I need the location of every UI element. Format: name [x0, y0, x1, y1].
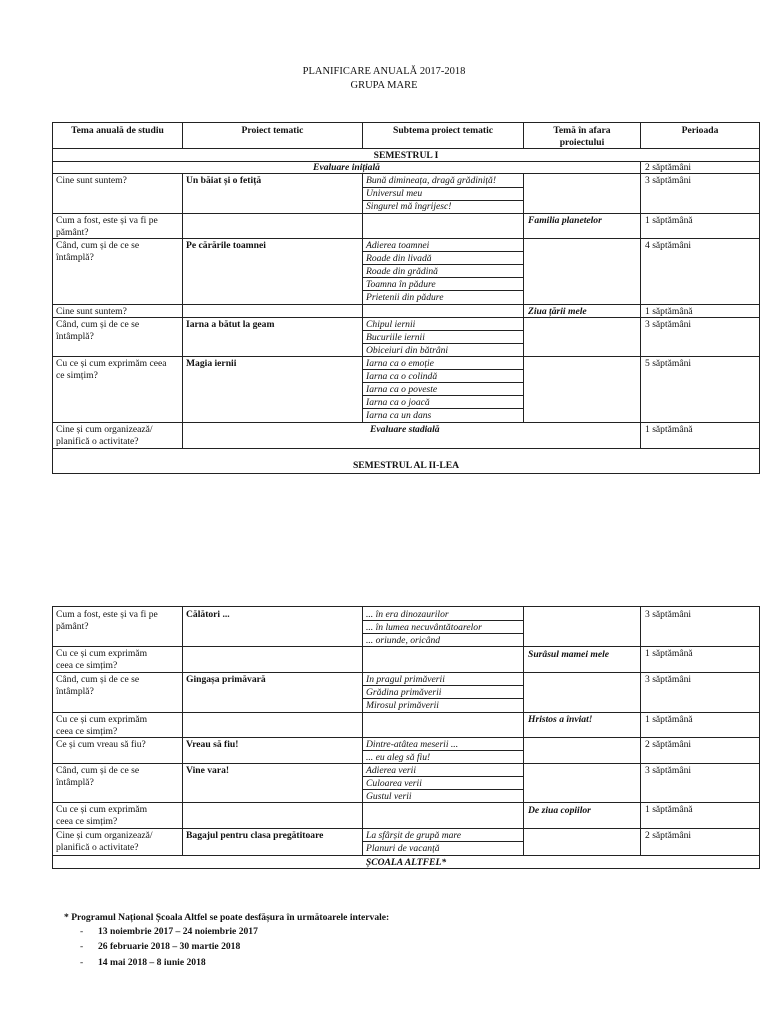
semester-1-label: SEMESTRUL I [373, 150, 439, 161]
proiect: Gingașa primăvară [186, 674, 266, 685]
subtema: Chipul iernii [366, 319, 416, 330]
tema: Cum a fost, este și va fi pe pământ? [56, 215, 158, 238]
subtema: Iarna ca o poveste [366, 384, 438, 395]
footnote-interval: 13 noiembrie 2017 – 24 noiembrie 2017 [98, 926, 258, 937]
period: 3 săptămâni [645, 674, 692, 685]
tema-afara: De ziua copiilor [528, 805, 591, 816]
tema: Cu ce și cum exprimăm ceea ce simțim? [56, 648, 148, 671]
subtema: Bună dimineața, dragă grădiniță! [366, 175, 497, 186]
period: 3 săptămâni [645, 765, 692, 776]
tema: Cu ce și cum exprimăm ceea ce simțim? [56, 804, 148, 827]
subtema: Grădina primăverii [366, 687, 442, 698]
period: 3 săptămâni [645, 609, 692, 620]
tema-afara: Surâsul mamei mele [528, 649, 610, 660]
header-tema: Tema anuală de studiu [71, 125, 164, 136]
period: 5 săptămâni [645, 358, 692, 369]
proiect: Magia iernii [186, 358, 237, 369]
subtema: Adierea toamnei [366, 240, 430, 251]
tema-afara: Ziua țării mele [528, 306, 587, 317]
subtema: ... oriunde, oricând [366, 635, 441, 646]
tema: Cu ce și cum exprimăm ceea ce simțim? [56, 714, 148, 737]
subtema: Dintre-atâtea meserii ... [366, 739, 459, 750]
page-subtitle: GRUPA MARE [350, 80, 418, 91]
subtema: Bucuriile iernii [366, 332, 425, 343]
period: 1 săptămână [645, 424, 693, 435]
proiect: Vreau să fiu! [186, 739, 239, 750]
subtema: Planuri de vacanță [366, 843, 440, 854]
subtema: ... în era dinozaurilor [366, 609, 449, 620]
page-title: PLANIFICARE ANUALĂ 2017-2018 [302, 66, 466, 77]
period: 2 săptămâni [645, 162, 692, 173]
period: 3 săptămâni [645, 175, 692, 186]
period: 1 săptămână [645, 306, 693, 317]
period: 1 săptămână [645, 714, 693, 725]
footnote-bullet: - [80, 957, 84, 968]
proiect: Iarna a bătut la geam [186, 319, 275, 330]
footnote-bullet: - [80, 926, 84, 937]
scoala-altfel-label: ȘCOALA ALTFEL* [365, 857, 447, 868]
proiect: Un băiat și o fetiță [186, 175, 262, 186]
footnote-interval: 14 mai 2018 – 8 iunie 2018 [98, 957, 206, 968]
proiect: Călători ... [186, 609, 230, 620]
stage-evaluation: Evaluare stadială [370, 424, 440, 435]
semester-2-label: SEMESTRUL AL II-LEA [352, 460, 460, 471]
footnote-bullet: - [80, 941, 84, 952]
initial-evaluation: Evaluare inițială [313, 162, 380, 173]
tema: Cine sunt suntem? [56, 306, 127, 317]
period: 4 săptămâni [645, 240, 692, 251]
subtema: Iarna ca o joacă [366, 397, 430, 408]
subtema: ... eu aleg să fiu! [366, 752, 431, 763]
subtema: Iarna ca o colindă [366, 371, 438, 382]
tema: Cum a fost, este și va fi pe pământ? [56, 609, 158, 632]
period: 1 săptămână [645, 804, 693, 815]
proiect: Bagajul pentru clasa pregătitoare [186, 830, 324, 841]
header-perioada: Perioada [681, 125, 719, 136]
subtema: La sfârșit de grupă mare [366, 830, 462, 841]
tema: Cine și cum organizează/ planifică o activitate? [56, 830, 153, 853]
subtema: Roade din livadă [366, 253, 432, 264]
tema: Ce și cum vreau să fiu? [56, 739, 146, 750]
header-proiect: Proiect tematic [241, 125, 304, 136]
period: 1 săptămână [645, 215, 693, 226]
header-tema-afara-text: Temă în afara proiectului [553, 125, 611, 148]
tema: Cu ce și cum exprimăm ceea ce simțim? [56, 358, 167, 381]
tema: Când, cum și de ce se întâmplă? [56, 319, 140, 342]
header-subtema: Subtema proiect tematic [393, 125, 493, 136]
footnote-interval: 26 februarie 2018 – 30 martie 2018 [98, 941, 241, 952]
tema: Când, cum și de ce se întâmplă? [56, 765, 140, 788]
tema-afara: Hristos a înviat! [528, 714, 593, 725]
footnote-text: * Programul Național Școala Altfel se poate desfășura în următoarele intervale: [64, 912, 390, 923]
subtema: Prietenii din pădure [366, 292, 444, 303]
proiect: Vine vara! [186, 765, 230, 776]
subtema: Obiceiuri din bătrâni [366, 345, 449, 356]
subtema: Singurel mă îngrijesc! [366, 201, 452, 212]
header-tema-afara [524, 125, 640, 148]
tema: Când, cum și de ce se întâmplă? [56, 240, 140, 263]
subtema: Universul meu [366, 188, 423, 199]
tema-afara: Familia planetelor [528, 215, 602, 226]
subtema: Toamna în pădure [366, 279, 436, 290]
subtema: Gustul verii [366, 791, 412, 802]
tema: Când, cum și de ce se întâmplă? [56, 674, 140, 697]
subtema: ... în lumea necuvântătoarelor [366, 622, 482, 633]
proiect: Pe cărările toamnei [186, 240, 266, 251]
subtema: Iarna ca un dans [366, 410, 432, 421]
period: 2 săptămâni [645, 830, 692, 841]
period: 2 săptămâni [645, 739, 692, 750]
subtema: Roade din grădină [366, 266, 438, 277]
subtema: In pragul primăverii [366, 674, 445, 685]
period: 1 săptămână [645, 648, 693, 659]
tema: Cine sunt suntem? [56, 175, 127, 186]
subtema: Iarna ca o emoție [366, 358, 434, 369]
subtema: Culoarea verii [366, 778, 422, 789]
subtema: Mirosul primăverii [366, 700, 439, 711]
tema: Cine și cum organizează/ planifică o activitate? [56, 424, 153, 447]
period: 3 săptămâni [645, 319, 692, 330]
subtema: Adierea verii [366, 765, 416, 776]
